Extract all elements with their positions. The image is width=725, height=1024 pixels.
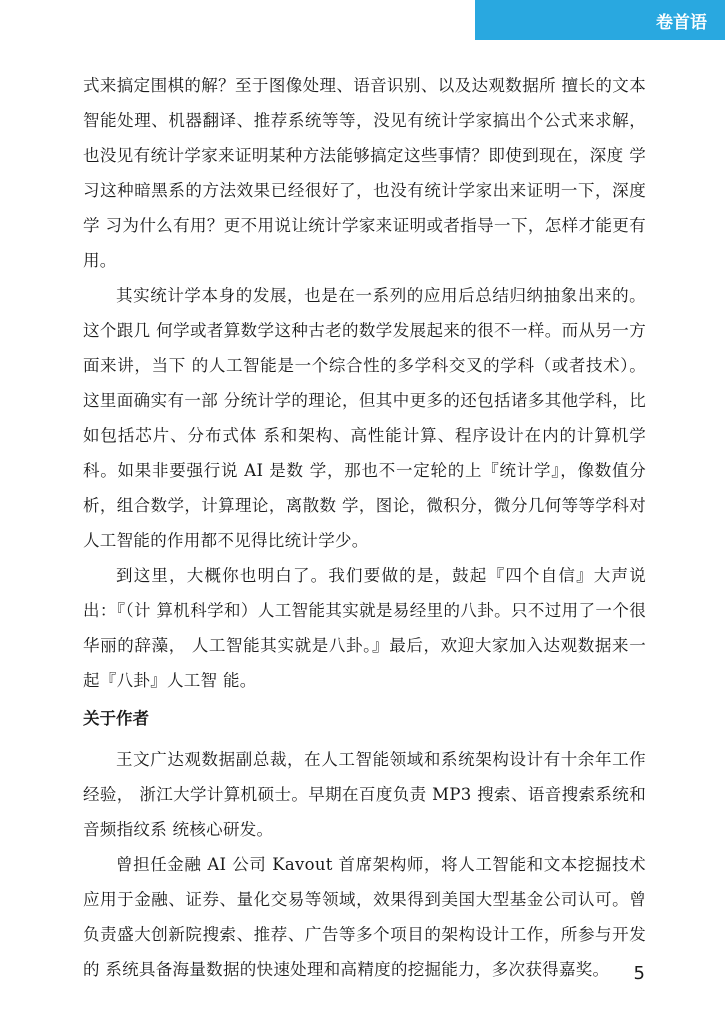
about-paragraph: 曾担任金融 AI 公司 Kavout 首席架构师，将人工智能和文本挖掘技术应用于金融、证券、量化交易等领域，效果得到美国大型基金公司认可。曾负责盛大创新院搜索、推荐、广告等多个项目的架构设计工作，所参与开发的 系统具备海量数据的快速处理和高精度的挖掘能力，多次获得嘉奖。 <box>83 855 646 979</box>
about-paragraph: 王文广达观数据副总裁，在人工智能领域和系统架构设计有十余年工作经验， 浙江大学计算机硕士。早期在百度负责 MP3 搜索、语音搜索系统和音频指纹系 统核心研发。 <box>83 750 646 839</box>
page-number: 5 <box>633 963 645 984</box>
about-author-heading: 关于作者 <box>83 709 149 728</box>
body-paragraph: 到这里，大概你也明白了。我们要做的是，鼓起『四个自信』大声说出：『（计 算机科学和）人工智能其实就是易经里的八卦。只不过用了一个很华丽的辞藻， 人工智能其实就是八卦。』最后，欢迎大家加入达观数据来一起『八卦』人工智 能。 <box>83 566 646 690</box>
section-header-label: 卷首语 <box>656 12 707 33</box>
article-body <box>83 68 646 987</box>
section-header-tab <box>475 0 725 40</box>
body-paragraph: 式来搞定围棋的解？至于图像处理、语音识别、以及达观数据所 擅长的文本智能处理、机器翻译、推荐系统等等，没见有统计学家搞出个公式来求解，也没见有统计学家来证明某种方法能够搞定这些事情？即使到现在，深度 学习这种暗黑系的方法效果已经很好了，也没有统计学家出来证明一下，深度学 习为什么有用？更不用说让统计学家来证明或者指导一下，怎样才能更有用。 <box>83 76 646 270</box>
body-paragraph: 其实统计学本身的发展，也是在一系列的应用后总结归纳抽象出来的。这个跟几 何学或者算数学这种古老的数学发展起来的很不一样。而从另一方面来讲，当下 的人工智能是一个综合性的多学科交叉的学科（或者技术）。这里面确实有一部 分统计学的理论，但其中更多的还包括诸多其他学科，比如包括芯片、分布式体 系和架构、高性能计算、程序设计在内的计算机学科。如果非要强行说 AI 是数 学，那也不一定轮的上『统计学』，像数值分析，组合数学，计算理论，离散数 学，图论，微积分，微分几何等等学科对人工智能的作用都不见得比统计学少。 <box>83 286 646 550</box>
